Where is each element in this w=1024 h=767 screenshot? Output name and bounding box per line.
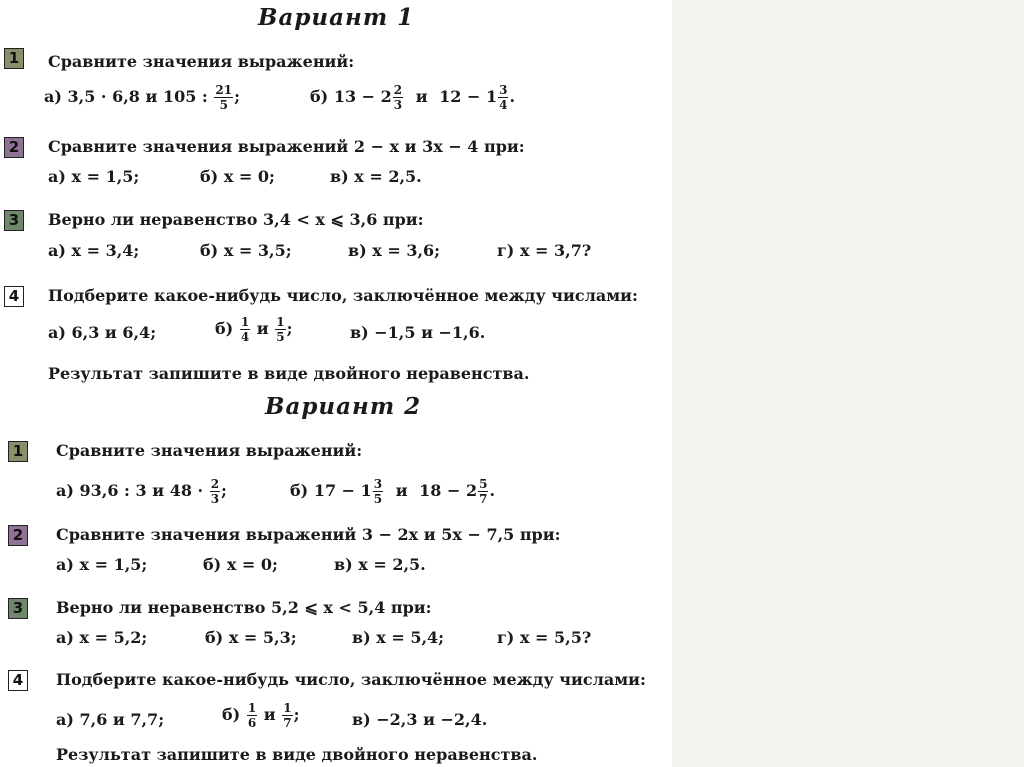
expression: 3,5 · 6,8 [67,87,140,106]
expression: 105 : [162,87,208,106]
fraction [393,84,403,111]
task-answer: в) x = 3,6; [348,241,441,260]
task-answer-line [290,478,495,505]
fraction-denominator: 3 [210,492,220,506]
fraction-denominator: 7 [283,716,292,730]
task-answer: в) x = 2,5. [330,167,422,186]
fraction-numerator: 2 [210,477,220,491]
task-prompt: Подберите какое-нибудь число, заключённое между числами: [56,670,646,689]
task-answer: а) x = 1,5; [48,167,140,186]
task-answer-line [56,478,227,505]
fraction-denominator: 5 [373,492,383,506]
fraction-denominator: 5 [276,330,285,344]
punctuation: ; [286,319,293,338]
answer-label: б) [310,87,329,106]
task-answer-line [222,702,299,729]
task-answer: в) x = 5,4; [352,628,445,647]
task-prompt: Сравните значения выражений 3 − 2x и 5x − 7,5 при: [56,525,561,544]
task-answer: б) x = 3,5; [200,241,292,260]
fraction-numerator: 2 [393,83,403,97]
expression: 12 − 1 [439,87,498,106]
task-answer: в) −1,5 и −1,6. [350,323,486,342]
punctuation: . [489,481,496,500]
task-answer: г) x = 3,7? [497,241,592,260]
task-answer: б) x = 0; [200,167,275,186]
fraction-denominator: 7 [479,492,488,506]
answer-label: б) [290,481,309,500]
task-number-badge: 3 [8,598,28,619]
task-number-badge: 4 [4,286,24,307]
fraction-numerator: 3 [499,83,508,97]
variant-2-title: Вариант 2 [265,393,422,420]
fraction [210,478,220,505]
task-number-badge: 1 [4,48,24,69]
task-result-note: Результат запишите в виде двойного неравенства. [48,364,530,383]
task-prompt: Верно ли неравенство 5,2 ⩽ x < 5,4 при: [56,598,432,617]
task-prompt: Сравните значения выражений: [48,52,355,71]
task-prompt: Подберите какое-нибудь число, заключённое между числами: [48,286,638,305]
answer-label: б) [222,705,241,724]
conjunction: и [415,87,428,106]
fraction-numerator: 1 [283,701,292,715]
task-result-note: Результат запишите в виде двойного неравенства. [56,745,538,764]
fraction [498,84,508,111]
fraction-denominator: 5 [219,98,228,112]
expression: 13 − 2 [333,87,392,106]
fraction-denominator: 3 [393,98,403,112]
conjunction: и [263,705,276,724]
fraction-numerator: 5 [479,477,488,491]
answer-label: а) [56,481,74,500]
answer-label: б) [215,319,234,338]
punctuation: . [509,87,516,106]
task-answer: г) x = 5,5? [497,628,592,647]
task-answer: б) x = 0; [203,555,278,574]
fraction-numerator: 3 [373,477,383,491]
fraction [275,316,285,343]
conjunction: и [152,481,165,500]
task-answer: а) 6,3 и 6,4; [48,323,157,342]
task-prompt: Сравните значения выражений: [56,441,363,460]
background-panel [672,0,1024,767]
task-number-badge: 2 [4,137,24,158]
fraction [282,702,292,729]
expression: 48 · [169,481,204,500]
task-prompt: Верно ли неравенство 3,4 < x ⩽ 3,6 при: [48,210,424,229]
task-answer: в) −2,3 и −2,4. [352,710,488,729]
fraction-denominator: 4 [499,98,508,112]
fraction-numerator: 1 [247,701,257,715]
fraction-denominator: 6 [247,716,257,730]
task-answer-line [44,84,240,111]
conjunction: и [256,319,269,338]
fraction-numerator: 1 [240,315,250,329]
fraction-numerator: 1 [276,315,285,329]
task-answer-line [215,316,292,343]
task-answer-line [310,84,515,111]
fraction [247,702,257,729]
fraction-denominator: 4 [240,330,250,344]
expression: 18 − 2 [419,481,478,500]
fraction [214,84,233,111]
variant-1-title: Вариант 1 [258,4,415,31]
task-number-badge: 3 [4,210,24,231]
expression: 93,6 : 3 [79,481,147,500]
task-prompt: Сравните значения выражений 2 − x и 3x − 4 при: [48,137,525,156]
answer-label: а) [44,87,62,106]
punctuation: ; [234,87,240,106]
conjunction: и [145,87,158,106]
task-answer: в) x = 2,5. [334,555,426,574]
punctuation: ; [221,481,227,500]
expression: 17 − 1 [313,481,372,500]
task-answer: б) x = 5,3; [205,628,297,647]
task-answer: а) x = 3,4; [48,241,140,260]
task-answer: а) 7,6 и 7,7; [56,710,165,729]
fraction [373,478,383,505]
task-answer: а) x = 5,2; [56,628,148,647]
fraction [478,478,488,505]
punctuation: ; [293,705,300,724]
fraction-numerator: 21 [215,83,233,97]
task-answer: а) x = 1,5; [56,555,148,574]
task-number-badge: 1 [8,441,28,462]
conjunction: и [395,481,408,500]
task-number-badge: 4 [8,670,28,691]
task-number-badge: 2 [8,525,28,546]
fraction [240,316,250,343]
